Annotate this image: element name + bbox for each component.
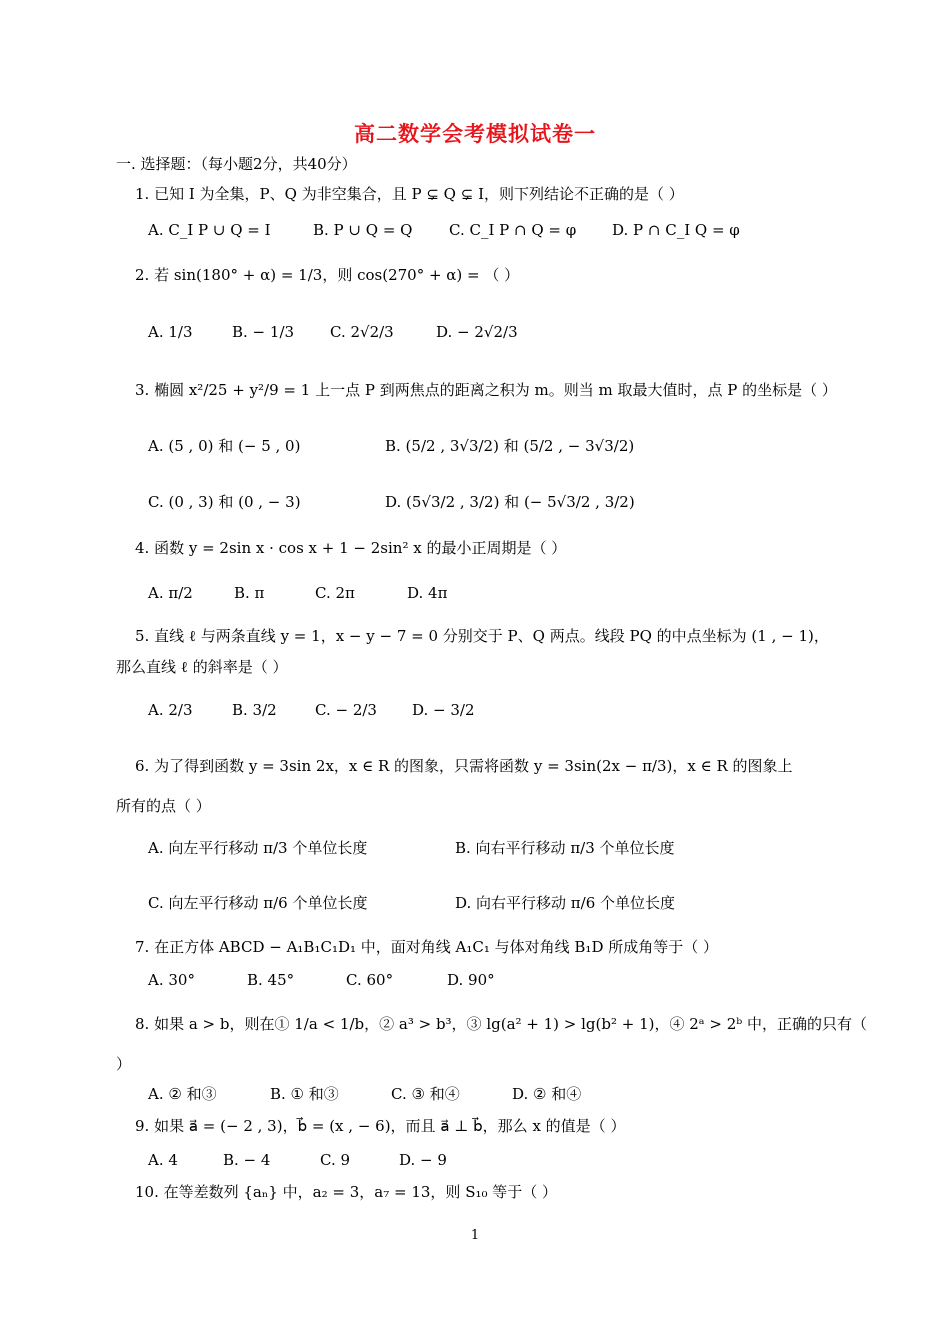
q6-option-b: B. 向右平行移动 π/3 个单位长度 bbox=[455, 839, 675, 857]
q5-option-d: D. − 3/2 bbox=[412, 701, 475, 719]
page-number: 1 bbox=[470, 1228, 480, 1243]
question-10-stem: 10. 在等差数列 {aₙ} 中，a₂ = 3，a₇ = 13，则 S₁₀ 等于（ ） bbox=[135, 1183, 558, 1201]
q3-option-c: C. (0 , 3) 和 (0 , − 3) bbox=[148, 493, 301, 511]
q8-option-d: D. ② 和④ bbox=[512, 1085, 582, 1103]
q2-option-c: C. 2√2/3 bbox=[330, 323, 394, 341]
q6-option-d: D. 向右平行移动 π/6 个单位长度 bbox=[455, 894, 676, 912]
q5-option-a: A. 2/3 bbox=[148, 701, 193, 719]
question-6-stem: 6. 为了得到函数 y = 3sin 2x，x ∈ R 的图象，只需将函数 y = 3sin(2x − π/3)，x ∈ R 的图象上 bbox=[135, 757, 793, 775]
question-1-stem: 1. 已知 I 为全集，P、Q 为非空集合，且 P ⊊ Q ⊊ I，则下列结论不正确的是（ ） bbox=[135, 185, 684, 203]
q5-option-b: B. 3/2 bbox=[232, 701, 277, 719]
page-title: 高二数学会考模拟试卷一 bbox=[354, 121, 596, 146]
question-4-stem: 4. 函数 y = 2sin x · cos x + 1 − 2sin² x 的最小正周期是（ ） bbox=[135, 539, 567, 557]
q9-option-c: C. 9 bbox=[320, 1151, 351, 1169]
question-8-stem-continued: ） bbox=[116, 1055, 132, 1073]
question-5-stem-continued: 那么直线 ℓ 的斜率是（ ） bbox=[116, 658, 288, 676]
q8-option-b: B. ① 和③ bbox=[270, 1085, 339, 1103]
q5-option-c: C. − 2/3 bbox=[315, 701, 377, 719]
question-6-stem-continued: 所有的点（ ） bbox=[116, 797, 211, 815]
q7-option-d: D. 90° bbox=[447, 971, 495, 989]
q3-option-b: B. (5/2 , 3√3/2) 和 (5/2 , − 3√3/2) bbox=[385, 437, 635, 455]
question-9-stem: 9. 如果 a⃗ = (− 2 , 3)，b⃗ = (x , − 6)，而且 a⃗ ⊥ b⃗，那么 x 的值是（ ） bbox=[135, 1117, 626, 1135]
question-3-stem: 3. 椭圆 x²/25 + y²/9 = 1 上一点 P 到两焦点的距离之积为 m。则当 m 取最大值时，点 P 的坐标是（ ） bbox=[135, 381, 837, 399]
q9-option-a: A. 4 bbox=[148, 1151, 178, 1169]
q6-option-c: C. 向左平行移动 π/6 个单位长度 bbox=[148, 894, 368, 912]
q3-option-a: A. (5 , 0) 和 (− 5 , 0) bbox=[148, 437, 301, 455]
q7-option-b: B. 45° bbox=[247, 971, 295, 989]
q2-option-d: D. − 2√2/3 bbox=[436, 323, 518, 341]
q4-option-b: B. π bbox=[234, 584, 265, 602]
q1-option-a: A. C_I P ∪ Q = I bbox=[148, 221, 271, 239]
q1-option-d: D. P ∩ C_I Q = φ bbox=[612, 221, 740, 239]
q1-option-b: B. P ∪ Q = Q bbox=[313, 221, 413, 239]
question-2-stem: 2. 若 sin(180° + α) = 1/3，则 cos(270° + α) = （ ） bbox=[135, 266, 520, 284]
q6-option-a: A. 向左平行移动 π/3 个单位长度 bbox=[148, 839, 368, 857]
q8-option-c: C. ③ 和④ bbox=[391, 1085, 460, 1103]
q3-option-d: D. (5√3/2 , 3/2) 和 (− 5√3/2 , 3/2) bbox=[385, 493, 635, 511]
question-8-stem: 8. 如果 a > b，则在① 1/a < 1/b，② a³ > b³，③ lg(a² + 1) > lg(b² + 1)，④ 2ᵃ > 2ᵇ 中，正确的只有（ bbox=[135, 1015, 868, 1033]
q7-option-c: C. 60° bbox=[346, 971, 394, 989]
section-heading: 一. 选择题：（每小题2分，共40分） bbox=[116, 155, 357, 173]
q2-option-a: A. 1/3 bbox=[148, 323, 193, 341]
q7-option-a: A. 30° bbox=[148, 971, 195, 989]
q4-option-a: A. π/2 bbox=[148, 584, 193, 602]
q8-option-a: A. ② 和③ bbox=[148, 1085, 217, 1103]
q9-option-d: D. − 9 bbox=[399, 1151, 447, 1169]
q4-option-c: C. 2π bbox=[315, 584, 355, 602]
q2-option-b: B. − 1/3 bbox=[232, 323, 295, 341]
q1-option-c: C. C_I P ∩ Q = φ bbox=[449, 221, 577, 239]
question-5-stem: 5. 直线 ℓ 与两条直线 y = 1，x − y − 7 = 0 分别交于 P、Q 两点。线段 PQ 的中点坐标为 (1 , − 1)， bbox=[135, 627, 829, 645]
q9-option-b: B. − 4 bbox=[223, 1151, 271, 1169]
question-7-stem: 7. 在正方体 ABCD − A₁B₁C₁D₁ 中，面对角线 A₁C₁ 与体对角线 B₁D 所成角等于（ ） bbox=[135, 938, 719, 956]
q4-option-d: D. 4π bbox=[407, 584, 448, 602]
